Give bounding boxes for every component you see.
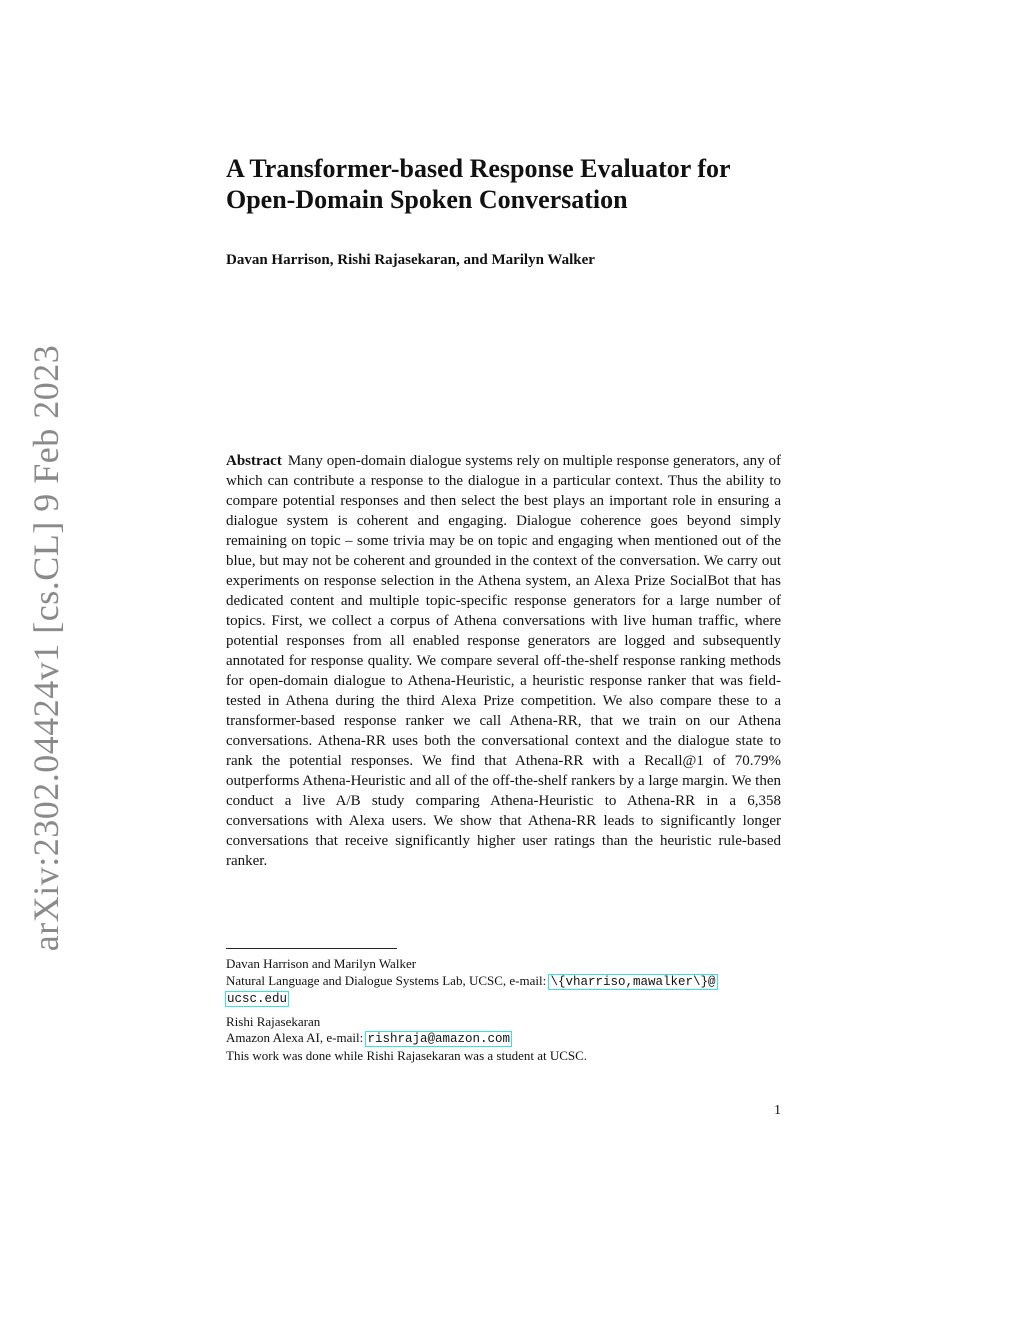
footnote-author2-affiliation: Amazon Alexa AI, e-mail:: [226, 1030, 364, 1045]
abstract-text: Many open-domain dialogue systems rely on multiple response generators, any of which can contribute a response to the dialogue in a particular context. Thus the ability to compare potential responses and then select the best plays an important role in ensuring a dialogue system is coherent and engaging. Dialogue coherence goes beyond simply remaining on topic – some trivia may be on topic and engaging when mentioned out of the blue, but may not be coherent and grounded in the context of the conversation. We carry out experiments on response selection in the Athena system, an Alexa Prize SocialBot that has dedicated content and multiple topic-specific response generators for a large number of topics. First, we collect a corpus of Athena conversations with live human traffic, where potential responses from all enabled response generators are logged and subsequently annotated for response quality. We compare several off-the-shelf response ranking methods for open-domain dialogue to Athena-Heuristic, a heuristic response ranker that was field-tested in Athena during the third Alexa Prize competition. We also compare these to a transformer-based response ranker we call Athena-RR, that we train on our Athena conversations. Athena-RR uses both the conversational context and the dialogue state to rank the potential responses. We find that Athena-RR with a Recall@1 of 70.79% outperforms Athena-Heuristic and all of the off-the-shelf rankers by a large margin. We then conduct a live A/B study comparing Athena-Heuristic to Athena-RR in a 6,358 conversations with Alexa users. We show that Athena-RR leads to significantly longer conversations that receive significantly higher user ratings than the heuristic rule-based ranker.: [226, 453, 781, 869]
paper-title-line-1: A Transformer-based Response Evaluator for: [226, 154, 731, 183]
email-link-amazon[interactable]: rishraja@amazon.com: [367, 1032, 510, 1046]
footnote-author2-affiliation-line: [226, 1030, 786, 1048]
footnote-author-names: Davan Harrison and Marilyn Walker: [226, 956, 417, 971]
abstract-section: [226, 451, 781, 871]
email-link-ucsc-part2[interactable]: ucsc.edu: [227, 992, 288, 1006]
footnote-author2-name: Rishi Rajasekaran: [226, 1013, 321, 1029]
arxiv-identifier-stamp: [24, 344, 68, 951]
email-link-ucsc-part1[interactable]: \{vharriso,mawalker\}@: [550, 974, 716, 989]
paper-title-line-2: Open-Domain Spoken Conversation: [226, 185, 628, 214]
arxiv-identifier-text: arXiv:2302.04424v1 [cs.CL] 9 Feb 2023: [26, 344, 66, 951]
paper-title: [226, 153, 786, 215]
footnote-author2-note: This work was done while Rishi Rajasekaran was a student at UCSC.: [226, 1047, 588, 1063]
abstract-label: Abstract: [226, 453, 282, 469]
footnote-affiliation-line: [226, 973, 786, 991]
footnote-divider: [226, 948, 397, 949]
page-number: 1: [774, 1103, 781, 1118]
author-list: Davan Harrison, Rishi Rajasekaran, and Marilyn Walker: [226, 252, 595, 268]
footnote-affiliation: Natural Language and Dialogue Systems Lab, UCSC, e-mail:: [226, 972, 547, 988]
footnote-email-continuation: [226, 990, 786, 1008]
footnotes: [226, 956, 786, 1064]
